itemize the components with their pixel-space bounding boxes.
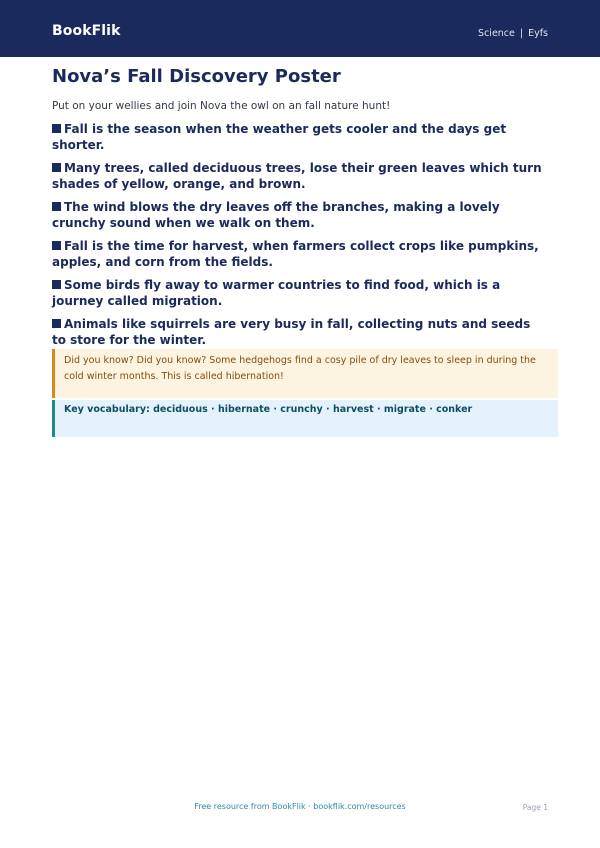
fact-item <box>52 160 548 192</box>
did-you-know-callout <box>52 349 558 398</box>
fact-item <box>52 121 548 153</box>
intro-text: Put on your wellies and join Nova the owl on an fall nature hunt! <box>52 100 391 112</box>
page-title: Nova’s Fall Discovery Poster <box>52 66 341 87</box>
callout-text: Did you know? Did you know? Some hedgehogs find a cosy pile of dry leaves to sleep in during the cold winter months. This is called hibernation! <box>64 355 536 382</box>
nav-separator: | <box>519 28 524 39</box>
vocabulary-text: Key vocabulary: deciduous · hibernate · crunchy · harvest · migrate · conker <box>64 404 473 415</box>
fact-text: Fall is the time for harvest, when farmers collect crops like pumpkins, apples, and corn from the fields. <box>52 239 539 269</box>
nav-subject-link[interactable]: Science <box>478 28 515 39</box>
square-bullet-icon <box>52 163 61 172</box>
fact-text: Fall is the season when the weather gets cooler and the days get shorter. <box>52 122 507 152</box>
header-bar <box>0 0 600 57</box>
square-bullet-icon <box>52 241 61 250</box>
fact-text: Animals like squirrels are very busy in fall, collecting nuts and seeds to store for the winter. <box>52 317 531 347</box>
fact-item <box>52 277 548 309</box>
brand-logo-text[interactable]: BookFlik <box>52 23 121 39</box>
square-bullet-icon <box>52 319 61 328</box>
square-bullet-icon <box>52 202 61 211</box>
footer-resource-link[interactable]: Free resource from BookFlik · bookflik.com/resources <box>194 802 406 811</box>
fact-list <box>52 121 548 355</box>
fact-text: Some birds fly away to warmer countries to find food, which is a journey called migration. <box>52 278 501 308</box>
fact-text: Many trees, called deciduous trees, lose their green leaves which turn shades of yellow, orange, and brown. <box>52 161 542 191</box>
fact-item <box>52 238 548 270</box>
fact-item <box>52 199 548 231</box>
fact-item <box>52 316 548 348</box>
key-vocabulary-box <box>52 400 558 437</box>
square-bullet-icon <box>52 280 61 289</box>
square-bullet-icon <box>52 124 61 133</box>
breadcrumb <box>478 28 548 39</box>
page-number: Page 1 <box>522 803 548 812</box>
nav-stage-link[interactable]: Eyfs <box>528 28 548 39</box>
fact-text: The wind blows the dry leaves off the branches, making a lovely crunchy sound when we walk on them. <box>52 200 500 230</box>
